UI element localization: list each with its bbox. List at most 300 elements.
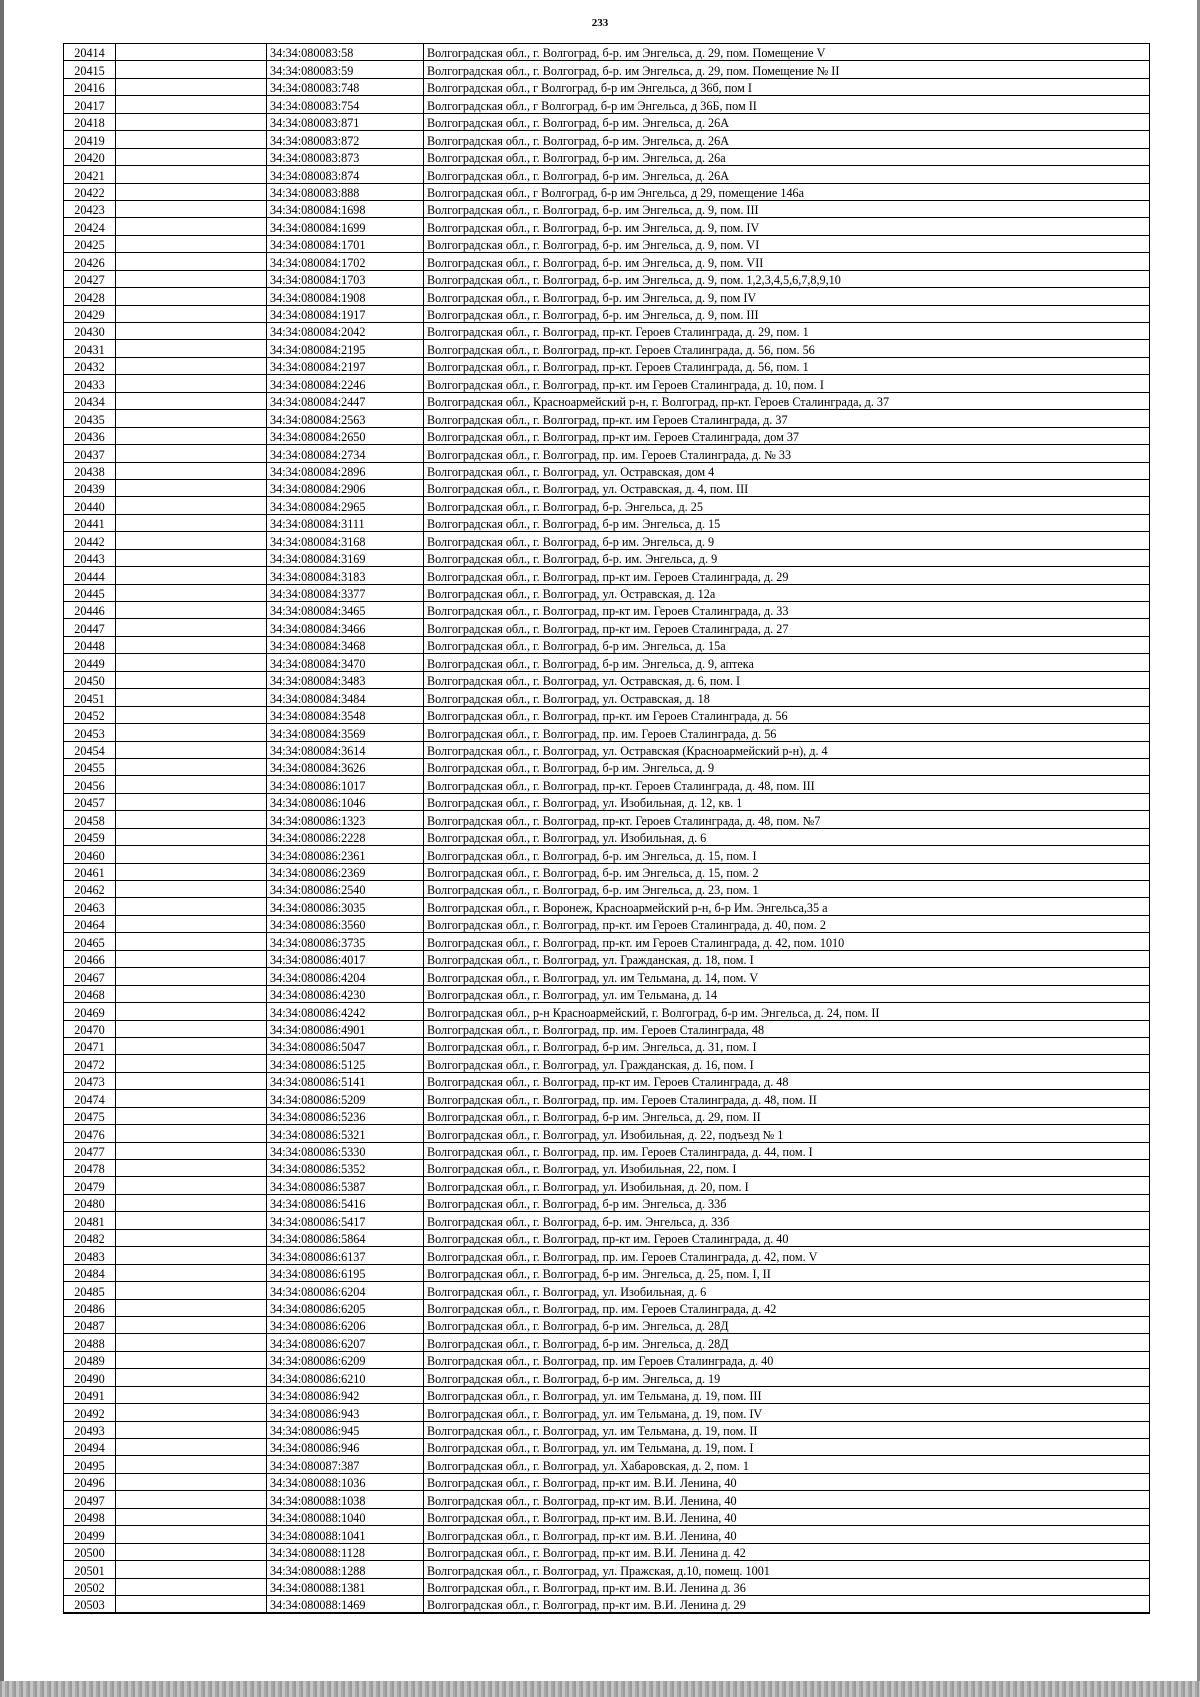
row-number-cell: 20451 [64,689,116,706]
table-row [64,671,1150,688]
empty-cell [116,689,267,706]
address-cell: Волгоградская обл., г. Волгоград, ул. Гражданская, д. 16, пом. I [424,1055,1150,1072]
row-number-cell: 20487 [64,1316,116,1333]
cadastral-number-cell: 34:34:080086:945 [267,1421,424,1438]
address-cell: Волгоградская обл., г. Волгоград, б-р. им Энгельса, д. 9, пом IV [424,288,1150,305]
cadastral-number-cell: 34:34:080083:754 [267,96,424,113]
address-cell: Волгоградская обл., г. Волгоград, б-р им. Энгельса, д. 26а [424,148,1150,165]
cadastral-number-cell: 34:34:080086:942 [267,1386,424,1403]
cadastral-number-cell: 34:34:080086:5417 [267,1212,424,1229]
empty-cell [116,1491,267,1508]
row-number-cell: 20494 [64,1439,116,1456]
address-cell: Волгоградская обл., г. Волгоград, ул. Остравская, д. 6, пом. I [424,671,1150,688]
address-cell: Волгоградская обл., г. Волгоград, б-р им. Энгельса, д. 28Д [424,1334,1150,1351]
row-number-cell: 20471 [64,1037,116,1054]
scan-edge-bottom [0,1681,1200,1697]
row-number-cell: 20427 [64,270,116,287]
cadastral-number-cell: 34:34:080084:3466 [267,619,424,636]
cadastral-number-cell: 34:34:080084:1699 [267,218,424,235]
cadastral-number-cell: 34:34:080088:1041 [267,1526,424,1543]
table-row [64,340,1150,357]
empty-cell [116,881,267,898]
address-cell: Волгоградская обл., Красноармейский р-н, г. Волгоград, пр-кт. Героев Сталинграда, д. 37 [424,392,1150,409]
row-number-cell: 20428 [64,288,116,305]
empty-cell [116,497,267,514]
address-cell: Волгоградская обл., г. Волгоград, б-р. им Энгельса, д. 15, пом. I [424,846,1150,863]
table-row [64,1456,1150,1473]
cadastral-number-cell: 34:34:080086:6209 [267,1351,424,1368]
table-row [64,166,1150,183]
scan-edge-left [0,0,4,1697]
cadastral-number-cell: 34:34:080086:2369 [267,863,424,880]
address-cell: Волгоградская обл., г. Волгоград, пр-кт им. Героев Сталинграда, д. 33 [424,602,1150,619]
empty-cell [116,1037,267,1054]
empty-cell [116,113,267,130]
table-row [64,305,1150,322]
empty-cell [116,1020,267,1037]
table-row [64,619,1150,636]
table-row [64,1561,1150,1578]
address-cell: Волгоградская обл., г. Волгоград, пр-кт им. В.И. Ленина, 40 [424,1473,1150,1490]
row-number-cell: 20476 [64,1125,116,1142]
address-cell: Волгоградская обл., г. Волгоград, ул. Остравская, д. 18 [424,689,1150,706]
empty-cell [116,915,267,932]
cadastral-number-cell: 34:34:080084:2650 [267,427,424,444]
cadastral-number-cell: 34:34:080086:3735 [267,933,424,950]
table-row [64,793,1150,810]
empty-cell [116,1125,267,1142]
address-cell: Волгоградская обл., г. Волгоград, ул. Остравская (Красноармейский р-н), д. 4 [424,741,1150,758]
row-number-cell: 20447 [64,619,116,636]
cadastral-number-cell: 34:34:080088:1038 [267,1491,424,1508]
cadastral-number-cell: 34:34:080086:5125 [267,1055,424,1072]
table-row [64,968,1150,985]
row-number-cell: 20421 [64,166,116,183]
cadastral-number-cell: 34:34:080086:6205 [267,1299,424,1316]
table-row [64,357,1150,374]
row-number-cell: 20448 [64,636,116,653]
address-cell: Волгоградская обл., г. Волгоград, пр. им. Героев Сталинграда, 48 [424,1020,1150,1037]
empty-cell [116,1212,267,1229]
address-cell: Волгоградская обл., г. Волгоград, ул. Изобильная, 22, пом. I [424,1160,1150,1177]
cadastral-number-cell: 34:34:080084:2246 [267,375,424,392]
address-cell: Волгоградская обл., г. Волгоград, б-р. им. Энгельса, д. 33б [424,1212,1150,1229]
cadastral-number-cell: 34:34:080084:1701 [267,235,424,252]
row-number-cell: 20425 [64,235,116,252]
cadastral-number-cell: 34:34:080088:1469 [267,1595,424,1613]
cadastral-number-cell: 34:34:080086:1046 [267,793,424,810]
table-row [64,1282,1150,1299]
table-row [64,61,1150,78]
empty-cell [116,706,267,723]
table-row [64,392,1150,409]
row-number-cell: 20467 [64,968,116,985]
row-number-cell: 20459 [64,828,116,845]
table-row [64,323,1150,340]
row-number-cell: 20431 [64,340,116,357]
table-row [64,514,1150,531]
address-cell: Волгоградская обл., г. Волгоград, б-р им. Энгельса, д. 9, аптека [424,654,1150,671]
table-row [64,828,1150,845]
table-row [64,445,1150,462]
row-number-cell: 20484 [64,1264,116,1281]
row-number-cell: 20434 [64,392,116,409]
table-row [64,1578,1150,1595]
cadastral-number-cell: 34:34:080084:3183 [267,567,424,584]
row-number-cell: 20501 [64,1561,116,1578]
table-row [64,758,1150,775]
empty-cell [116,218,267,235]
empty-cell [116,1003,267,1020]
address-cell: Волгоградская обл., г. Волгоград, пр-кт. Героев Сталинграда, д. 48, пом. №7 [424,811,1150,828]
empty-cell [116,131,267,148]
row-number-cell: 20498 [64,1508,116,1525]
empty-cell [116,793,267,810]
cadastral-number-cell: 34:34:080086:5209 [267,1090,424,1107]
table-row [64,479,1150,496]
cadastral-number-cell: 34:34:080086:2228 [267,828,424,845]
row-number-cell: 20419 [64,131,116,148]
table-row [64,1526,1150,1543]
row-number-cell: 20452 [64,706,116,723]
address-cell: Волгоградская обл., г. Волгоград, пр-кт. им Героев Сталинграда, д. 37 [424,410,1150,427]
cadastral-number-cell: 34:34:080086:3035 [267,898,424,915]
cadastral-number-cell: 34:34:080088:1040 [267,1508,424,1525]
table-row [64,288,1150,305]
table-row [64,1072,1150,1089]
address-cell: Волгоградская обл., г. Волгоград, пр-кт им. В.И. Ленина, 40 [424,1508,1150,1525]
empty-cell [116,758,267,775]
table-row [64,218,1150,235]
table-row [64,44,1150,61]
address-cell: Волгоградская обл., г. Волгоград, ул. Гражданская, д. 18, пом. I [424,950,1150,967]
row-number-cell: 20466 [64,950,116,967]
address-cell: Волгоградская обл., г. Волгоград, ул. им Тельмана, д. 14 [424,985,1150,1002]
address-cell: Волгоградская обл., г. Волгоград, б-р им. Энгельса, д. 25, пом. I, II [424,1264,1150,1281]
address-cell: Волгоградская обл., г. Волгоград, б-р им. Энгельса, д. 26А [424,166,1150,183]
address-cell: Волгоградская обл., г Волгоград, б-р им Энгельса, д 36Б, пом II [424,96,1150,113]
empty-cell [116,96,267,113]
table-row [64,1229,1150,1246]
cadastral-number-cell: 34:34:080086:5321 [267,1125,424,1142]
row-number-cell: 20457 [64,793,116,810]
address-cell: Волгоградская обл., г. Волгоград, пр-кт. Героев Сталинграда, д. 56, пом. 56 [424,340,1150,357]
address-cell: Волгоградская обл., г. Волгоград, б-р им. Энгельса, д. 9 [424,532,1150,549]
row-number-cell: 20439 [64,479,116,496]
table-row [64,1386,1150,1403]
table-row [64,1595,1150,1613]
address-cell: Волгоградская обл., г. Волгоград, пр-кт им. В.И. Ленина д. 36 [424,1578,1150,1595]
address-cell: Волгоградская обл., г. Волгоград, б-р. им Энгельса, д. 9, пом. VI [424,235,1150,252]
cadastral-number-cell: 34:34:080086:5416 [267,1194,424,1211]
table-row [64,689,1150,706]
empty-cell [116,305,267,322]
row-number-cell: 20422 [64,183,116,200]
row-number-cell: 20430 [64,323,116,340]
empty-cell [116,1404,267,1421]
address-cell: Волгоградская обл., г. Волгоград, пр-кт. им Героев Сталинграда, д. 42, пом. 1010 [424,933,1150,950]
address-cell: Волгоградская обл., г. Волгоград, ул. Изобильная, д. 20, пом. I [424,1177,1150,1194]
page-number: 233 [591,17,609,29]
cadastral-number-cell: 34:34:080083:888 [267,183,424,200]
empty-cell [116,811,267,828]
cadastral-number-cell: 34:34:080084:2965 [267,497,424,514]
empty-cell [116,846,267,863]
row-number-cell: 20464 [64,915,116,932]
empty-cell [116,462,267,479]
empty-cell [116,479,267,496]
cadastral-number-cell: 34:34:080084:3484 [267,689,424,706]
address-cell: Волгоградская обл., г. Волгоград, б-р. им Энгельса, д. 29, пом. Помещение V [424,44,1150,61]
empty-cell [116,1473,267,1490]
cadastral-number-cell: 34:34:080087:387 [267,1456,424,1473]
cadastral-number-cell: 34:34:080086:5236 [267,1107,424,1124]
cadastral-number-cell: 34:34:080086:6204 [267,1282,424,1299]
empty-cell [116,1107,267,1124]
empty-cell [116,1177,267,1194]
cadastral-number-cell: 34:34:080084:3548 [267,706,424,723]
address-cell: Волгоградская обл., г. Волгоград, б-р. им Энгельса, д. 15, пом. 2 [424,863,1150,880]
cadastral-number-cell: 34:34:080084:2195 [267,340,424,357]
address-cell: Волгоградская обл., г. Волгоград, ул. Изобильная, д. 22, подъезд № 1 [424,1125,1150,1142]
row-number-cell: 20433 [64,375,116,392]
table-row [64,1369,1150,1386]
cadastral-number-cell: 34:34:080084:2563 [267,410,424,427]
address-cell: Волгоградская обл., г. Волгоград, б-р им. Энгельса, д. 26А [424,131,1150,148]
row-number-cell: 20441 [64,514,116,531]
address-cell: Волгоградская обл., г. Волгоград, пр-кт им. В.И. Ленина д. 29 [424,1595,1150,1613]
empty-cell [116,375,267,392]
table-row [64,1334,1150,1351]
cadastral-number-cell: 34:34:080084:1917 [267,305,424,322]
cadastral-number-cell: 34:34:080083:873 [267,148,424,165]
empty-cell [116,532,267,549]
row-number-cell: 20499 [64,1526,116,1543]
empty-cell [116,1561,267,1578]
row-number-cell: 20460 [64,846,116,863]
empty-cell [116,776,267,793]
empty-cell [116,270,267,287]
empty-cell [116,724,267,741]
table-row [64,654,1150,671]
cadastral-number-cell: 34:34:080086:5047 [267,1037,424,1054]
empty-cell [116,323,267,340]
row-number-cell: 20468 [64,985,116,1002]
row-number-cell: 20440 [64,497,116,514]
table-row [64,1299,1150,1316]
address-cell: Волгоградская обл., г. Волгоград, ул. Остравская, д. 4, пом. III [424,479,1150,496]
empty-cell [116,78,267,95]
table-row [64,183,1150,200]
table-row [64,1316,1150,1333]
empty-cell [116,357,267,374]
empty-cell [116,61,267,78]
row-number-cell: 20483 [64,1247,116,1264]
table-row [64,375,1150,392]
empty-cell [116,1282,267,1299]
cadastral-number-cell: 34:34:080084:1702 [267,253,424,270]
address-cell: Волгоградская обл., г. Волгоград, пр-кт им. Героев Сталинграда, д. 27 [424,619,1150,636]
row-number-cell: 20491 [64,1386,116,1403]
address-cell: Волгоградская обл., г. Волгоград, пр-кт. им Героев Сталинграда, д. 10, пом. I [424,375,1150,392]
address-cell: Волгоградская обл., г. Волгоград, пр-кт. Героев Сталинграда, д. 29, пом. 1 [424,323,1150,340]
cadastral-number-cell: 34:34:080084:3111 [267,514,424,531]
cadastral-number-cell: 34:34:080084:3377 [267,584,424,601]
row-number-cell: 20473 [64,1072,116,1089]
empty-cell [116,1351,267,1368]
address-cell: Волгоградская обл., г. Волгоград, б-р им. Энгельса, д. 9 [424,758,1150,775]
empty-cell [116,619,267,636]
empty-cell [116,200,267,217]
table-row [64,1421,1150,1438]
row-number-cell: 20432 [64,357,116,374]
row-number-cell: 20502 [64,1578,116,1595]
row-number-cell: 20474 [64,1090,116,1107]
empty-cell [116,253,267,270]
table-row [64,950,1150,967]
empty-cell [116,654,267,671]
row-number-cell: 20455 [64,758,116,775]
empty-cell [116,1526,267,1543]
empty-cell [116,828,267,845]
table-row [64,410,1150,427]
empty-cell [116,1316,267,1333]
empty-cell [116,1072,267,1089]
empty-cell [116,1595,267,1613]
empty-cell [116,1247,267,1264]
empty-cell [116,1543,267,1560]
empty-cell [116,863,267,880]
row-number-cell: 20481 [64,1212,116,1229]
cadastral-number-cell: 34:34:080086:6195 [267,1264,424,1281]
cadastral-number-cell: 34:34:080086:4242 [267,1003,424,1020]
table-row [64,1543,1150,1560]
address-cell: Волгоградская обл., г. Волгоград, пр. им. Героев Сталинграда, д. 56 [424,724,1150,741]
cadastral-number-cell: 34:34:080086:5330 [267,1142,424,1159]
empty-cell [116,741,267,758]
empty-cell [116,1421,267,1438]
row-number-cell: 20480 [64,1194,116,1211]
table-row [64,1439,1150,1456]
address-cell: Волгоградская обл., г. Волгоград, ул. Пражская, д.10, помещ. 1001 [424,1561,1150,1578]
address-cell: Волгоградская обл., г. Волгоград, пр-кт. им Героев Сталинграда, д. 40, пом. 2 [424,915,1150,932]
table-row [64,898,1150,915]
empty-cell [116,1386,267,1403]
cadastral-number-cell: 34:34:080084:2734 [267,445,424,462]
row-number-cell: 20485 [64,1282,116,1299]
empty-cell [116,1578,267,1595]
table-row [64,1491,1150,1508]
empty-cell [116,1456,267,1473]
table-row [64,1194,1150,1211]
table-row [64,567,1150,584]
table-row [64,1264,1150,1281]
table-row [64,724,1150,741]
empty-cell [116,1160,267,1177]
cadastral-number-cell: 34:34:080086:2540 [267,881,424,898]
row-number-cell: 20423 [64,200,116,217]
table-row [64,1003,1150,1020]
table-row [64,602,1150,619]
row-number-cell: 20465 [64,933,116,950]
row-number-cell: 20475 [64,1107,116,1124]
cadastral-number-cell: 34:34:080084:3483 [267,671,424,688]
cadastral-number-cell: 34:34:080086:946 [267,1439,424,1456]
address-cell: Волгоградская обл., г. Волгоград, б-р. им Энгельса, д. 9, пом. 1,2,3,4,5,6,7,8,9,10 [424,270,1150,287]
row-number-cell: 20426 [64,253,116,270]
table-row [64,1037,1150,1054]
cadastral-number-cell: 34:34:080088:1036 [267,1473,424,1490]
address-cell: Волгоградская обл., г. Волгоград, б-р. им Энгельса, д. 9, пом. III [424,200,1150,217]
property-table-body [64,44,1150,1614]
address-cell: Волгоградская обл., г. Волгоград, ул. Остравская, дом 4 [424,462,1150,479]
address-cell: Волгоградская обл., г. Волгоград, пр-кт им. В.И. Ленина, 40 [424,1526,1150,1543]
table-row [64,113,1150,130]
row-number-cell: 20477 [64,1142,116,1159]
table-row [64,549,1150,566]
empty-cell [116,1369,267,1386]
cadastral-number-cell: 34:34:080086:2361 [267,846,424,863]
row-number-cell: 20449 [64,654,116,671]
row-number-cell: 20486 [64,1299,116,1316]
address-cell: Волгоградская обл., г. Волгоград, б-р. им Энгельса, д. 9, пом. VII [424,253,1150,270]
cadastral-number-cell: 34:34:080084:2896 [267,462,424,479]
table-row [64,1160,1150,1177]
empty-cell [116,1090,267,1107]
empty-cell [116,933,267,950]
cadastral-number-cell: 34:34:080088:1288 [267,1561,424,1578]
cadastral-number-cell: 34:34:080083:748 [267,78,424,95]
cadastral-number-cell: 34:34:080088:1128 [267,1543,424,1560]
cadastral-number-cell: 34:34:080086:6206 [267,1316,424,1333]
row-number-cell: 20478 [64,1160,116,1177]
empty-cell [116,183,267,200]
address-cell: Волгоградская обл., г. Волгоград, б-р им. Энгельса, д. 26А [424,113,1150,130]
address-cell: Волгоградская обл., г. Волгоград, пр-кт им. В.И. Ленина, 40 [424,1491,1150,1508]
address-cell: Волгоградская обл., г. Волгоград, пр-кт. Героев Сталинграда, д. 56, пом. 1 [424,357,1150,374]
cadastral-number-cell: 34:34:080086:943 [267,1404,424,1421]
table-row [64,1107,1150,1124]
table-row [64,1090,1150,1107]
address-cell: Волгоградская обл., г. Волгоград, пр-кт им. Героев Сталинграда, д. 40 [424,1229,1150,1246]
table-row [64,96,1150,113]
row-number-cell: 20442 [64,532,116,549]
address-cell: Волгоградская обл., г. Волгоград, ул. Изобильная, д. 6 [424,828,1150,845]
table-row [64,235,1150,252]
cadastral-number-cell: 34:34:080086:4017 [267,950,424,967]
cadastral-number-cell: 34:34:080084:3465 [267,602,424,619]
row-number-cell: 20472 [64,1055,116,1072]
cadastral-number-cell: 34:34:080086:1323 [267,811,424,828]
empty-cell [116,636,267,653]
table-row [64,1351,1150,1368]
row-number-cell: 20496 [64,1473,116,1490]
empty-cell [116,671,267,688]
address-cell: Волгоградская обл., г. Волгоград, ул. Хабаровская, д. 2, пом. 1 [424,1456,1150,1473]
row-number-cell: 20417 [64,96,116,113]
address-cell: Волгоградская обл., г. Волгоград, пр. им. Героев Сталинграда, д. 42, пом. V [424,1247,1150,1264]
empty-cell [116,1229,267,1246]
address-cell: Волгоградская обл., г. Волгоград, б-р. им Энгельса, д. 9, пом. IV [424,218,1150,235]
address-cell: Волгоградская обл., г. Волгоград, б-р. им Энгельса, д. 29, пом. Помещение № II [424,61,1150,78]
cadastral-number-cell: 34:34:080086:6137 [267,1247,424,1264]
cadastral-number-cell: 34:34:080083:872 [267,131,424,148]
cadastral-number-cell: 34:34:080084:1703 [267,270,424,287]
empty-cell [116,898,267,915]
address-cell: Волгоградская обл., г. Волгоград, пр-кт. Героев Сталинграда, д. 48, пом. III [424,776,1150,793]
table-row [64,497,1150,514]
address-cell: Волгоградская обл., г. Волгоград, пр. им. Героев Сталинграда, д. 42 [424,1299,1150,1316]
